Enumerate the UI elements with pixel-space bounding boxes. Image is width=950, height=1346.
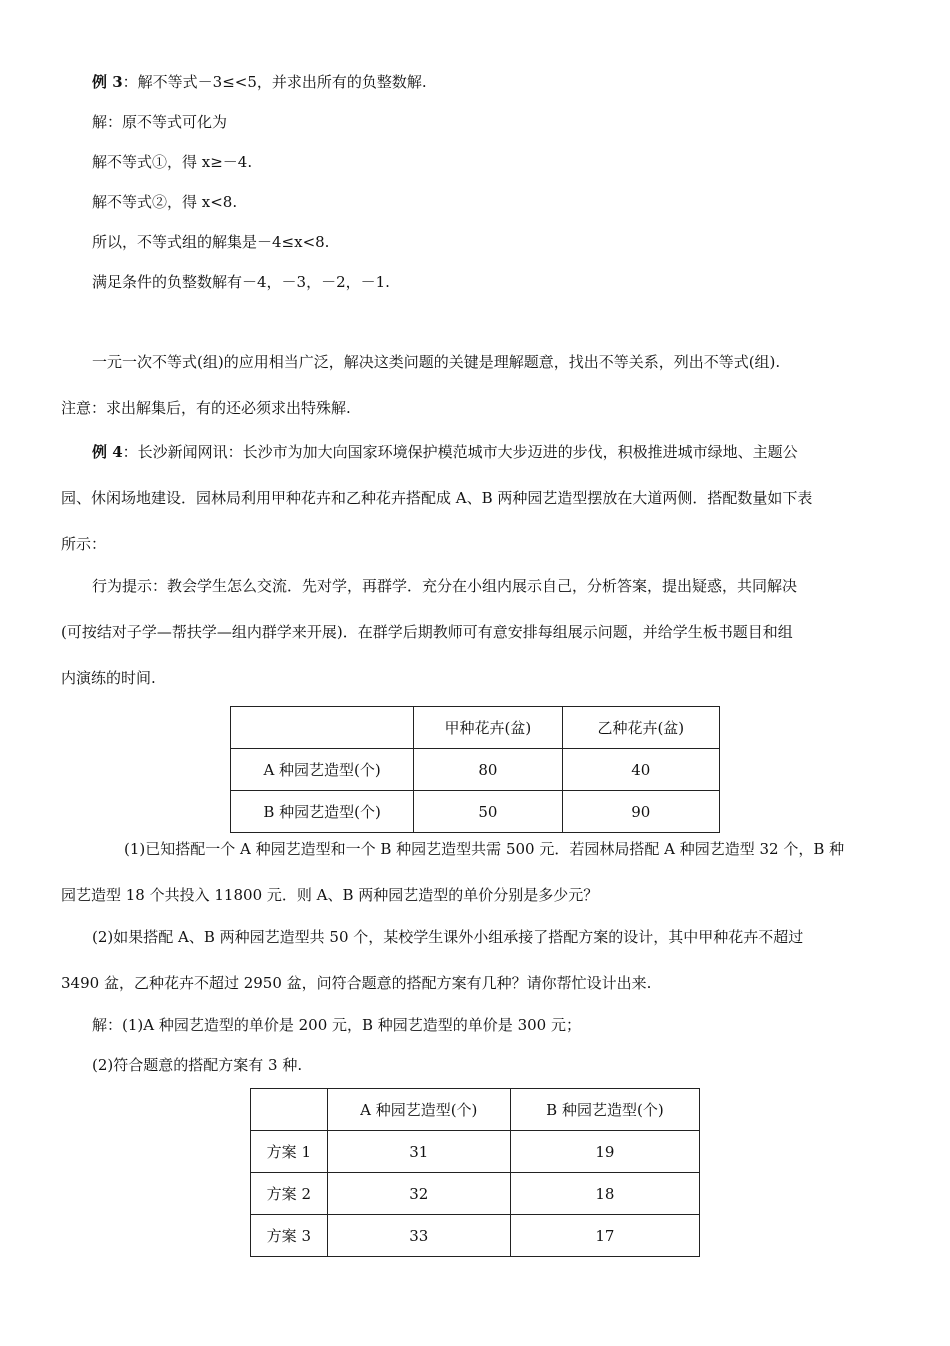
example3-step2: 解不等式②，得 x<8. <box>92 193 238 211</box>
table-header-cell <box>251 1089 328 1131</box>
table-cell: 40 <box>562 749 719 791</box>
answer2: (2)符合题意的搭配方案有 3 种. <box>92 1056 303 1074</box>
table-row <box>251 1131 700 1173</box>
table-header-cell: A 种园艺造型(个) <box>327 1089 510 1131</box>
table-row <box>231 791 720 833</box>
example3-solution-set: 所以，不等式组的解集是－4≤x<8. <box>92 233 330 251</box>
attention-note: 注意：求出解集后，有的还必须求出特殊解. <box>61 399 351 417</box>
example3-label: 例 3 <box>92 73 123 91</box>
table-cell: 18 <box>510 1173 699 1215</box>
example4-paragraph-line1 <box>92 441 798 463</box>
table-row <box>231 749 720 791</box>
plan-table <box>250 1088 700 1257</box>
example3-step1: 解不等式①，得 x≥－4. <box>92 153 253 171</box>
question1-line1: (1)已知搭配一个 A 种园艺造型和一个 B 种园艺造型共需 500 元．若园林局搭配 A 种园艺造型 32 个，B 种 <box>124 840 845 858</box>
example3-negative-integers: 满足条件的负整数解有－4，－3，－2，－1. <box>92 273 390 291</box>
table-cell: 80 <box>414 749 562 791</box>
example3-solution-intro: 解：原不等式可化为 <box>92 113 228 131</box>
table-cell: 方案 3 <box>251 1215 328 1257</box>
table-header-row <box>231 707 720 749</box>
table-cell: 33 <box>327 1215 510 1257</box>
table-cell: A 种园艺造型(个) <box>231 749 414 791</box>
table-header-cell: 甲种花卉(盆) <box>414 707 562 749</box>
hint-line3: 内演练的时间. <box>61 669 156 687</box>
example3-question <box>92 71 427 93</box>
question1-line2: 园艺造型 18 个共投入 11800 元．则 A、B 两种园艺造型的单价分别是多少元？ <box>61 886 599 904</box>
table-cell: 方案 1 <box>251 1131 328 1173</box>
flower-table <box>230 706 720 833</box>
table-cell: 32 <box>327 1173 510 1215</box>
table-row <box>251 1215 700 1257</box>
table-cell: 17 <box>510 1215 699 1257</box>
example3-question-text: ：解不等式－3≤<5，并求出所有的负整数解. <box>122 73 427 91</box>
table-cell: 方案 2 <box>251 1173 328 1215</box>
table-cell: 31 <box>327 1131 510 1173</box>
table-cell: 50 <box>414 791 562 833</box>
example4-paragraph-line3: 所示： <box>61 535 107 553</box>
table-row <box>251 1173 700 1215</box>
table-cell: 19 <box>510 1131 699 1173</box>
example4-paragraph-text: ：长沙新闻网讯：长沙市为加大向国家环境保护模范城市大步迈进的步伐，积极推进城市绿地、主题公 <box>122 443 798 461</box>
table-header-row <box>251 1089 700 1131</box>
table-cell: B 种园艺造型(个) <box>231 791 414 833</box>
table-cell: 90 <box>562 791 719 833</box>
hint-line2: (可按结对子学—帮扶学—组内群学来开展)．在群学后期教师可有意安排每组展示问题，并给学生板书题目和组 <box>61 623 793 641</box>
question2-line2: 3490 盆，乙种花卉不超过 2950 盆，问符合题意的搭配方案有几种？请你帮忙设计出来. <box>61 974 652 992</box>
question2-line1: (2)如果搭配 A、B 两种园艺造型共 50 个，某校学生课外小组承接了搭配方案的设计，其中甲种花卉不超过 <box>92 928 804 946</box>
answer1: 解：(1)A 种园艺造型的单价是 200 元，B 种园艺造型的单价是 300 元； <box>92 1016 581 1034</box>
hint-line1: 行为提示：教会学生怎么交流．先对学，再群学．充分在小组内展示自己，分析答案，提出疑惑，共同解决 <box>92 577 798 595</box>
example4-paragraph-line2: 园、休闲场地建设．园林局利用甲种花卉和乙种花卉搭配成 A、B 两种园艺造型摆放在大道两侧．搭配数量如下表 <box>61 489 813 507</box>
table-header-cell <box>231 707 414 749</box>
example4-label: 例 4 <box>92 443 123 461</box>
application-note: 一元一次不等式(组)的应用相当广泛，解决这类问题的关键是理解题意，找出不等关系，列出不等式(组). <box>92 353 781 371</box>
table-header-cell: B 种园艺造型(个) <box>510 1089 699 1131</box>
table-header-cell: 乙种花卉(盆) <box>562 707 719 749</box>
